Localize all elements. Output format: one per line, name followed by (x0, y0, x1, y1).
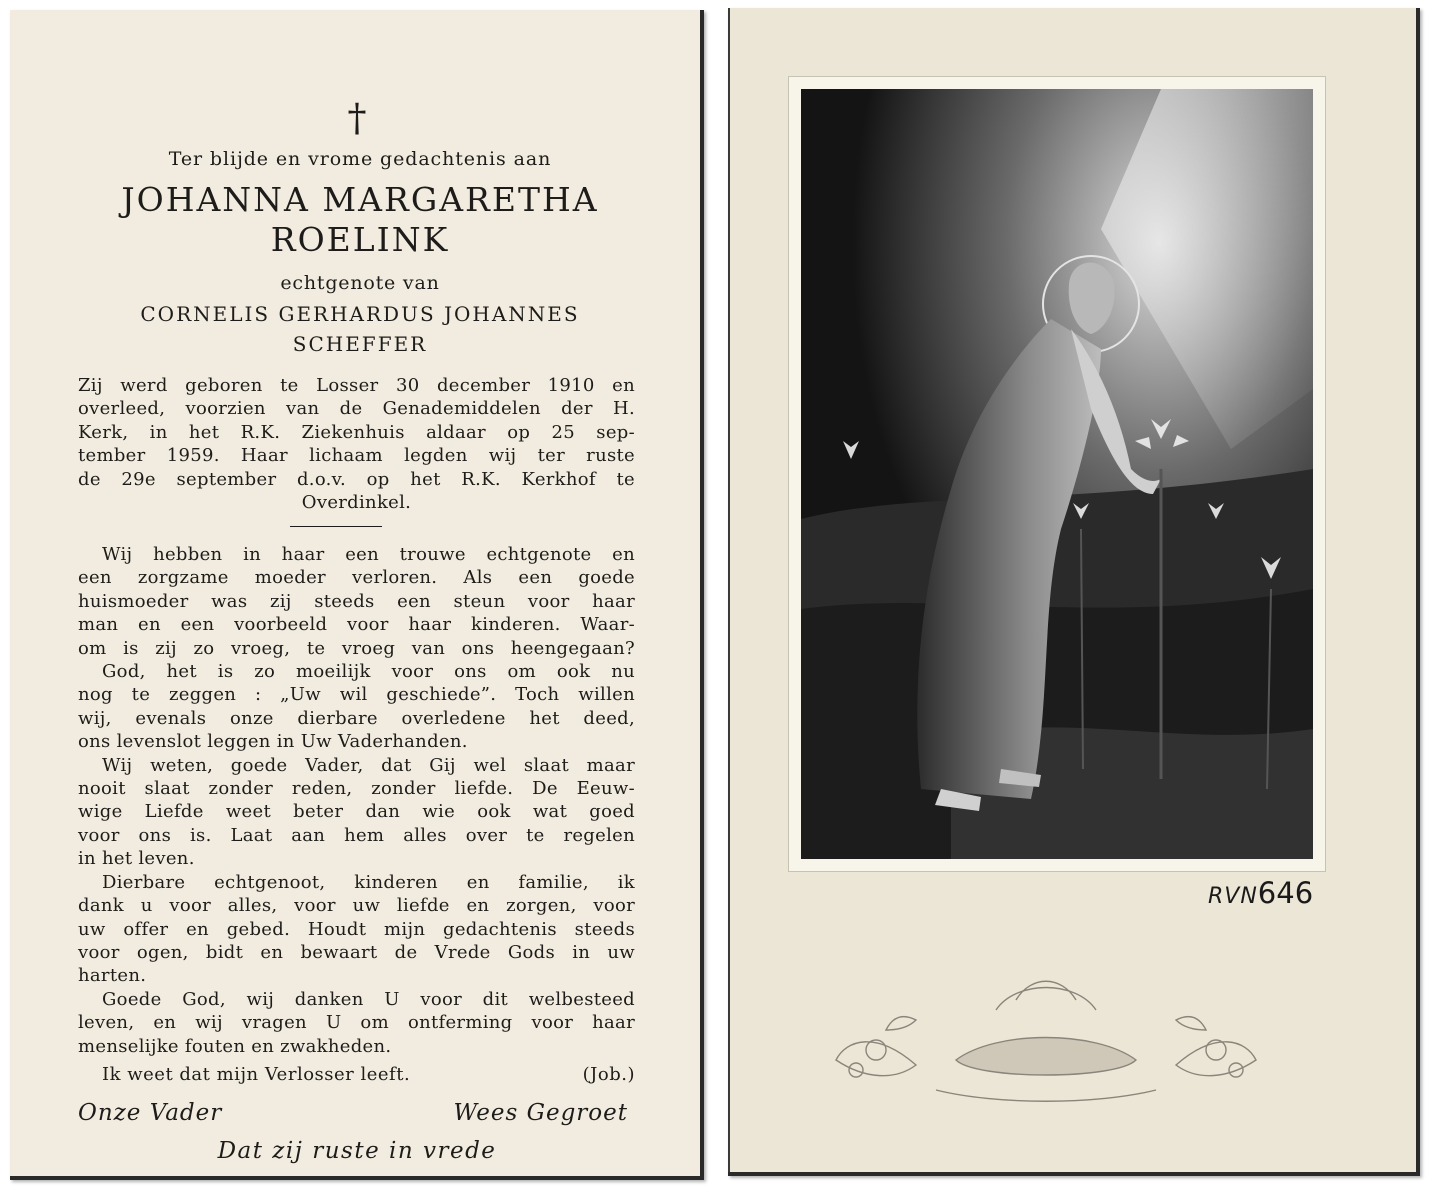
prayer-line: menselijke fouten en zwakheden. (78, 1035, 392, 1057)
prayer-wees-gegroet: Wees Gegroet (453, 1100, 628, 1126)
bio-line: tember 1959. Haar lichaam legden wij ter ruste (78, 445, 635, 467)
quote-text: Ik weet dat mijn Verlosser leeft. (102, 1064, 411, 1085)
prayer-line: een zorgzame moeder verloren. Als een goede (78, 567, 635, 589)
jesus-with-lilies-image (801, 89, 1313, 859)
prayer-line: nooit slaat zonder reden, zonder liefde. De Eeuw- (78, 778, 635, 800)
prayer-line: Wij weten, goede Vader, dat Gij wel slaat maar (102, 754, 635, 776)
bio-line: Kerk, in het R.K. Ziekenhuis aldaar op 25 sep- (78, 421, 635, 443)
bio-line: de 29e september d.o.v. op het R.K. Kerkhof te (78, 468, 635, 490)
prayer-line: voor ogen, bidt en bewaart de Vrede Gods in uw (78, 941, 635, 963)
deceased-name-line2: ROELINK (270, 220, 450, 259)
prayer-line: leven, en wij vragen U om ontferming voor haar (78, 1012, 635, 1034)
cross-icon: † (347, 96, 367, 140)
bio-line: Zij werd geboren te Losser 30 december 1910 en (78, 375, 635, 396)
spouse-label: echtgenote van (280, 272, 440, 294)
prayer-line: in het leven. (78, 848, 195, 870)
divider-rule (290, 526, 382, 527)
prayer-line: Wij hebben in haar een trouwe echtgenote en (102, 544, 635, 565)
prayer-line: dank u voor alles, voor uw liefde en zorgen, voor (78, 895, 635, 917)
prayer-line: God, het is zo moeilijk voor ons om ook nu (102, 661, 635, 683)
prayer-onze-vader: Onze Vader (78, 1100, 223, 1126)
quote-reference: (Job.) (582, 1064, 635, 1085)
devotional-picture (801, 89, 1313, 859)
closing-prayers (78, 1100, 628, 1126)
intro-line: Ter blijde en vrome gedachtenis aan (168, 148, 552, 170)
prayer-line: voor ons is. Laat aan hem alles over te regelen (78, 824, 635, 846)
prayer-line: man en een voorbeeld voor haar kinderen. Waar- (78, 614, 635, 636)
deceased-name-line1: JOHANNA MARGARETHA (121, 180, 599, 219)
prayer-line: uw offer en gebed. Houdt mijn gedachtenis steeds (78, 918, 635, 940)
biography-paragraph (78, 374, 635, 514)
card-code-number: 646 (1257, 876, 1314, 910)
memorial-card-image-side (728, 8, 1420, 1176)
spouse-name-line2: SCHEFFER (292, 332, 428, 356)
memorial-card-text-side (10, 10, 704, 1180)
prayer-text (78, 543, 635, 1058)
scripture-quote (78, 1064, 635, 1085)
lamb-ornament-icon (816, 970, 1276, 1110)
bio-line: overleed, voorzien van de Genademiddelen der H. (78, 398, 635, 420)
prayer-line: harten. (78, 965, 147, 987)
bio-line: Overdinkel. (301, 492, 412, 514)
prayer-line: ons levenslot leggen in Uw Vaderhanden. (78, 731, 468, 753)
spouse-name-line1: CORNELIS GERHARDUS JOHANNES (140, 302, 580, 326)
prayer-line: huismoeder was zij steeds een steun voor haar (78, 590, 635, 612)
card-code (1208, 876, 1313, 910)
prayer-line: wige Liefde weet beter dan wie ook wat goed (78, 801, 635, 823)
card-code-prefix: RVN (1208, 884, 1258, 909)
prayer-line: om is zij zo vroeg, te vroeg van ons heengegaan? (78, 637, 635, 659)
prayer-line: Dierbare echtgenoot, kinderen en familie, ik (102, 871, 635, 893)
prayer-line: nog te zeggen : „Uw wil geschiede”. Toch willen (78, 684, 635, 706)
prayer-line: Goede God, wij danken U voor dit welbesteed (102, 988, 635, 1010)
picture-frame (788, 76, 1326, 872)
rest-in-peace-line: Dat zij ruste in vrede (217, 1138, 497, 1164)
prayer-line: wij, evenals onze dierbare overledene het deed, (78, 707, 635, 729)
